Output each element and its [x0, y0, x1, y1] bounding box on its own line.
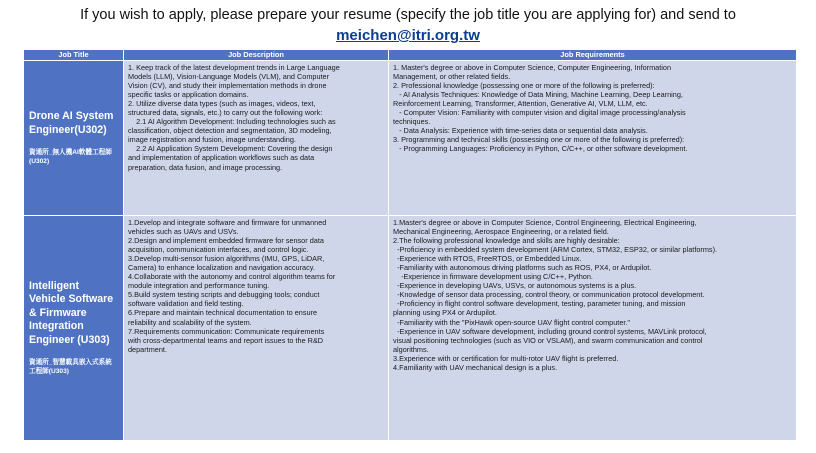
table-row: [24, 216, 797, 441]
job-title-cn: 資通所_智慧載具嵌入式系統工程師(U303): [29, 359, 112, 375]
text-line: specific tasks or application domains.: [128, 90, 249, 100]
job-requirements-cell: [389, 216, 797, 441]
text-line: Vision (CV), and study their implementation methods in drone: [128, 81, 327, 91]
text-line: with cross-departmental teams and report issues to the R&D: [128, 335, 324, 345]
table-header-row: [24, 50, 797, 61]
text-line: 2. Professional knowledge (possessing one or more of the following is preferred):: [393, 81, 655, 91]
column-header-job-description: Job Description: [124, 50, 389, 61]
text-line: -Experience in UAV software development, including ground control systems, MAVLink protocol,: [393, 326, 707, 336]
job-description-text: [128, 218, 384, 354]
apply-instructions: If you wish to apply, please prepare your resume (specify the job title you are applying for) and send to: [80, 7, 736, 23]
text-line: and implementation of application workflows such as data: [128, 153, 315, 163]
text-line: - Programming Languages: Proficiency in Python, C/C++, or other software development.: [393, 144, 688, 154]
job-table: [23, 49, 797, 441]
text-line: preparation, data fusion, and image processing.: [128, 162, 283, 172]
table-row: [24, 61, 797, 216]
text-line: -Proficiency in embedded system development (ARM Cortex, STM32, ESP32, or similar platforms).: [393, 245, 718, 255]
job-title-cell: [24, 61, 124, 216]
text-line: 4.Familiarity with UAV mechanical design is a plus.: [393, 362, 558, 372]
job-title-cell: [24, 216, 124, 441]
text-line: 3.Experience with or certification for multi-rotor UAV flight is preferred.: [393, 353, 619, 363]
text-line: -Experience with RTOS, FreeRTOS, or Embedded Linux.: [393, 254, 582, 264]
text-line: 2.Design and implement embedded firmware for sensor data: [128, 236, 324, 246]
job-description-cell: [124, 216, 389, 441]
job-description-cell: [124, 61, 389, 216]
text-line: - Computer Vision: Familiarity with computer vision and digital image processing/analysis: [393, 108, 686, 118]
text-line: 6.Prepare and maintain technical documentation to ensure: [128, 308, 318, 318]
text-line: visual positioning technologies (such as VIO or VSLAM), and swarm communication and control: [393, 335, 703, 345]
text-line: Mechanical Engineering, Aerospace Engineering, or a related field.: [393, 227, 609, 237]
text-line: -Experience in developing UAVs, USVs, or autonomous systems is a plus.: [393, 281, 637, 291]
text-line: 2.The following professional knowledge and skills are highly desirable:: [393, 236, 620, 246]
text-line: planning using PX4 or Ardupilot.: [393, 308, 497, 318]
text-line: department.: [128, 344, 167, 354]
contact-email-link[interactable]: meichen@itri.org.tw: [336, 27, 480, 44]
header: [0, 0, 816, 45]
text-line: 1. Master's degree or above in Computer Science, Computer Engineering, Information: [393, 63, 672, 72]
text-line: Reinforcement Learning, Transformer, Attention, Generative AI, VLM, LLM, etc.: [393, 99, 648, 109]
job-title-cn: 資通所_無人機AI軟體工程師(U302): [29, 149, 112, 165]
column-header-job-title: Job Title: [24, 50, 124, 61]
text-line: - AI Analysis Techniques: Knowledge of Data Mining, Machine Learning, Deep Learning,: [393, 90, 683, 100]
text-line: structured data, signals, etc.) to carry out the following work:: [128, 108, 323, 118]
job-title-en: Drone AI System Engineer(U302): [29, 110, 114, 136]
text-line: 3.Develop multi-sensor fusion algorithms (IMU, GPS, LiDAR,: [128, 254, 325, 264]
text-line: 1.Develop and integrate software and firmware for unmanned: [128, 218, 327, 227]
text-line: Management, or other related fields.: [393, 72, 511, 82]
job-requirements-text: [393, 63, 792, 153]
job-requirements-text: [393, 218, 792, 372]
text-line: 1.Master's degree or above in Computer Science, Control Engineering, Electrical Engineering,: [393, 218, 697, 227]
text-line: - Data Analysis: Experience with time-series data or sequential data analysis.: [393, 126, 648, 136]
text-line: techniques.: [393, 117, 431, 127]
text-line: -Familiarity with the "PixHawk open-source UAV flight control computer.": [393, 317, 631, 327]
text-line: -Knowledge of sensor data processing, control theory, or communication protocol development.: [393, 290, 705, 300]
text-line: 2.1 AI Algorithm Development: Including technologies such as: [128, 117, 336, 127]
text-line: vehicles such as UAVs and USVs.: [128, 227, 239, 237]
job-requirements-cell: [389, 61, 797, 216]
text-line: -Proficiency in flight control software development, testing, parameter tuning, and mission: [393, 299, 686, 309]
text-line: 7.Requirements communication: Communicate requirements: [128, 326, 325, 336]
text-line: classification, object detection and segmentation, 3D modeling,: [128, 126, 332, 136]
text-line: Camera) to enhance localization and navigation accuracy.: [128, 263, 315, 273]
text-line: acquisition, communication interfaces, and control logic.: [128, 245, 309, 255]
text-line: 4.Collaborate with the autonomy and control algorithm teams for: [128, 272, 336, 282]
text-line: 1. Keep track of the latest development trends in Large Language: [128, 63, 340, 72]
text-line: Models (LLM), Vision-Language Models (VLM), and Computer: [128, 72, 330, 82]
text-line: module integration and performance tuning.: [128, 281, 270, 291]
job-description-text: [128, 63, 384, 172]
job-title-en: Intelligent Vehicle Software & Firmware Integration Engineer (U303): [29, 279, 114, 346]
text-line: reliability and scalability of the system.: [128, 317, 252, 327]
text-line: 2.2 AI Application System Development: Covering the design: [128, 144, 333, 154]
text-line: algorithms.: [393, 344, 429, 354]
text-line: software validation and field testing.: [128, 299, 244, 309]
text-line: 3. Programming and technical skills (possessing one or more of the following is preferred):: [393, 135, 685, 145]
text-line: image registration and fusion, image understanding.: [128, 135, 296, 145]
text-line: -Familiarity with autonomous driving platforms such as ROS, PX4, or Ardupilot.: [393, 263, 652, 273]
text-line: 2. Utilize diverse data types (such as images, videos, text,: [128, 99, 316, 109]
column-header-job-requirements: Job Requirements: [389, 50, 797, 61]
text-line: 5.Build system testing scripts and debugging tools; conduct: [128, 290, 320, 300]
text-line: -Experience in firmware development using C/C++, Python.: [393, 272, 593, 282]
